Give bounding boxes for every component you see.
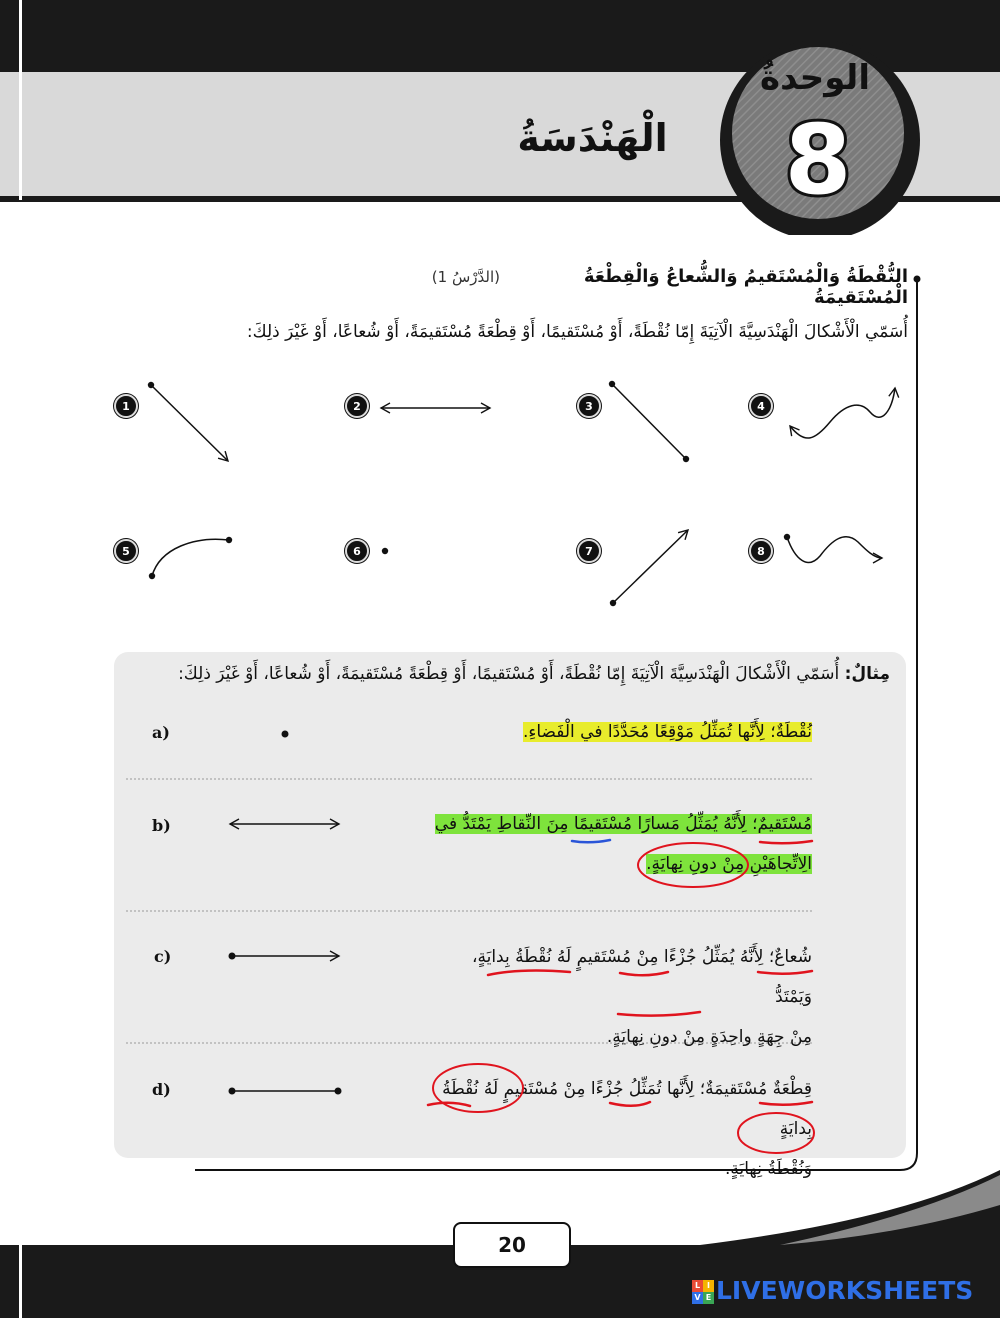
brand-logo [692, 1280, 714, 1304]
shape-number-5: 5 [114, 539, 138, 563]
pen-annotations [0, 800, 1000, 1170]
shape-number-2: 2 [345, 394, 369, 418]
example-heading [130, 664, 890, 684]
shape-1-ray [148, 382, 228, 461]
shape-number-8: 8 [749, 539, 773, 563]
brand-letter-e: E [703, 1292, 714, 1304]
row-a-letter: a) [152, 723, 170, 742]
shape-number-4: 4 [749, 394, 773, 418]
example-b-answer: مُسْتَقيمٌ؛ لِأَنَّهُ يُمَثِّلُ مَسارًا مُسْتَقيمًا مِنَ النِّقاطِ يَمْتَدُّ في الِاتِّجاهَيْنِ مِنْ دونِ نِهايَةٍ. [434, 814, 812, 874]
shape-number-6: 6 [345, 539, 369, 563]
lesson-title: النُّقْطَةُ وَالْمُسْتَقيمُ وَالشُّعاعُ وَالْقِطْعَةُ الْمُسْتَقيمَةُ [583, 266, 908, 308]
brand-letter-i: I [703, 1280, 714, 1292]
example-instruction: أُسَمّي الْأَشْكالَ الْهَنْدَسِيَّةَ الْآتِيَةَ إِمّا نُقْطَةً، أَوْ مُسْتَقيمًا، أَوْ قِطْعَةً مُسْتَقيمَةً، أَوْ شُعاعًا، أَوْ غَيْرَ ذلِكَ: [178, 664, 840, 684]
example-a-answer: نُقْطَةٌ؛ لِأَنَّها تُمَثِّلُ مَوْقِعًا مُحَدَّدًا في الْفَضاءِ. [522, 722, 812, 742]
brand-name[interactable]: LIVEWORKSHEETS [716, 1276, 974, 1305]
brand-letter-v: V [692, 1292, 703, 1304]
shape-number-3: 3 [577, 394, 601, 418]
shape-3-segment [609, 381, 689, 462]
example-label: مِثالٌ: [844, 664, 890, 684]
page-number-box [453, 1222, 571, 1268]
shapes-grid [0, 360, 1000, 620]
row-b-letter: b) [152, 816, 171, 835]
shape-8-curve [784, 534, 882, 563]
shape-7-ray [610, 530, 688, 606]
unit-title: الْهَنْدَسَةُ [517, 116, 668, 160]
lesson-tag: (الدَّرْسُ 1) [431, 268, 500, 286]
page-number: 20 [498, 1233, 526, 1257]
example-d-answer: قِطْعَةٌ مُسْتَقيمَةٌ؛ لِأَنَّها تُمَثِّلُ جُزْءًا مِنْ مُسْتَقيمٍ لَهُ نُقْطَةُ بِدايَةٍ وَنُقْطَةُ نِهايَةٍ. [442, 1079, 812, 1179]
shape-number-7: 7 [577, 539, 601, 563]
row-d-letter: d) [152, 1080, 171, 1099]
unit-number: 8 [784, 104, 852, 216]
unit-label: الوحدةُ [760, 58, 870, 98]
row-c-letter: c) [154, 947, 172, 966]
shape-4-curve [790, 388, 895, 438]
brand-letter-l: L [692, 1280, 703, 1292]
shape-6-point [382, 548, 388, 554]
shape-5-arc [149, 537, 232, 579]
example-a-point [282, 731, 289, 738]
shape-number-1: 1 [114, 394, 138, 418]
exercise-instruction: أُسَمّي الْأَشْكالَ الْهَنْدَسِيَّةَ الْآتِيَةَ إِمّا نُقْطَةً، أَوْ مُسْتَقيمًا، أَوْ قِطْعَةً مُسْتَقيمَةً، أَوْ شُعاعًا، أَوْ غَيْرَ ذلِكَ: [246, 322, 908, 342]
example-c-answer: شُعاعٌ؛ لِأَنَّهُ يُمَثِّلُ جُزْءًا مِنْ مُسْتَقيمٍ لَهُ نُقْطَةُ بِدايَةٍ، وَيَمْتَدُّ مِنْ جِهَةٍ واحِدَةٍ مِنْ دونِ نِهايَةٍ. [472, 947, 812, 1047]
